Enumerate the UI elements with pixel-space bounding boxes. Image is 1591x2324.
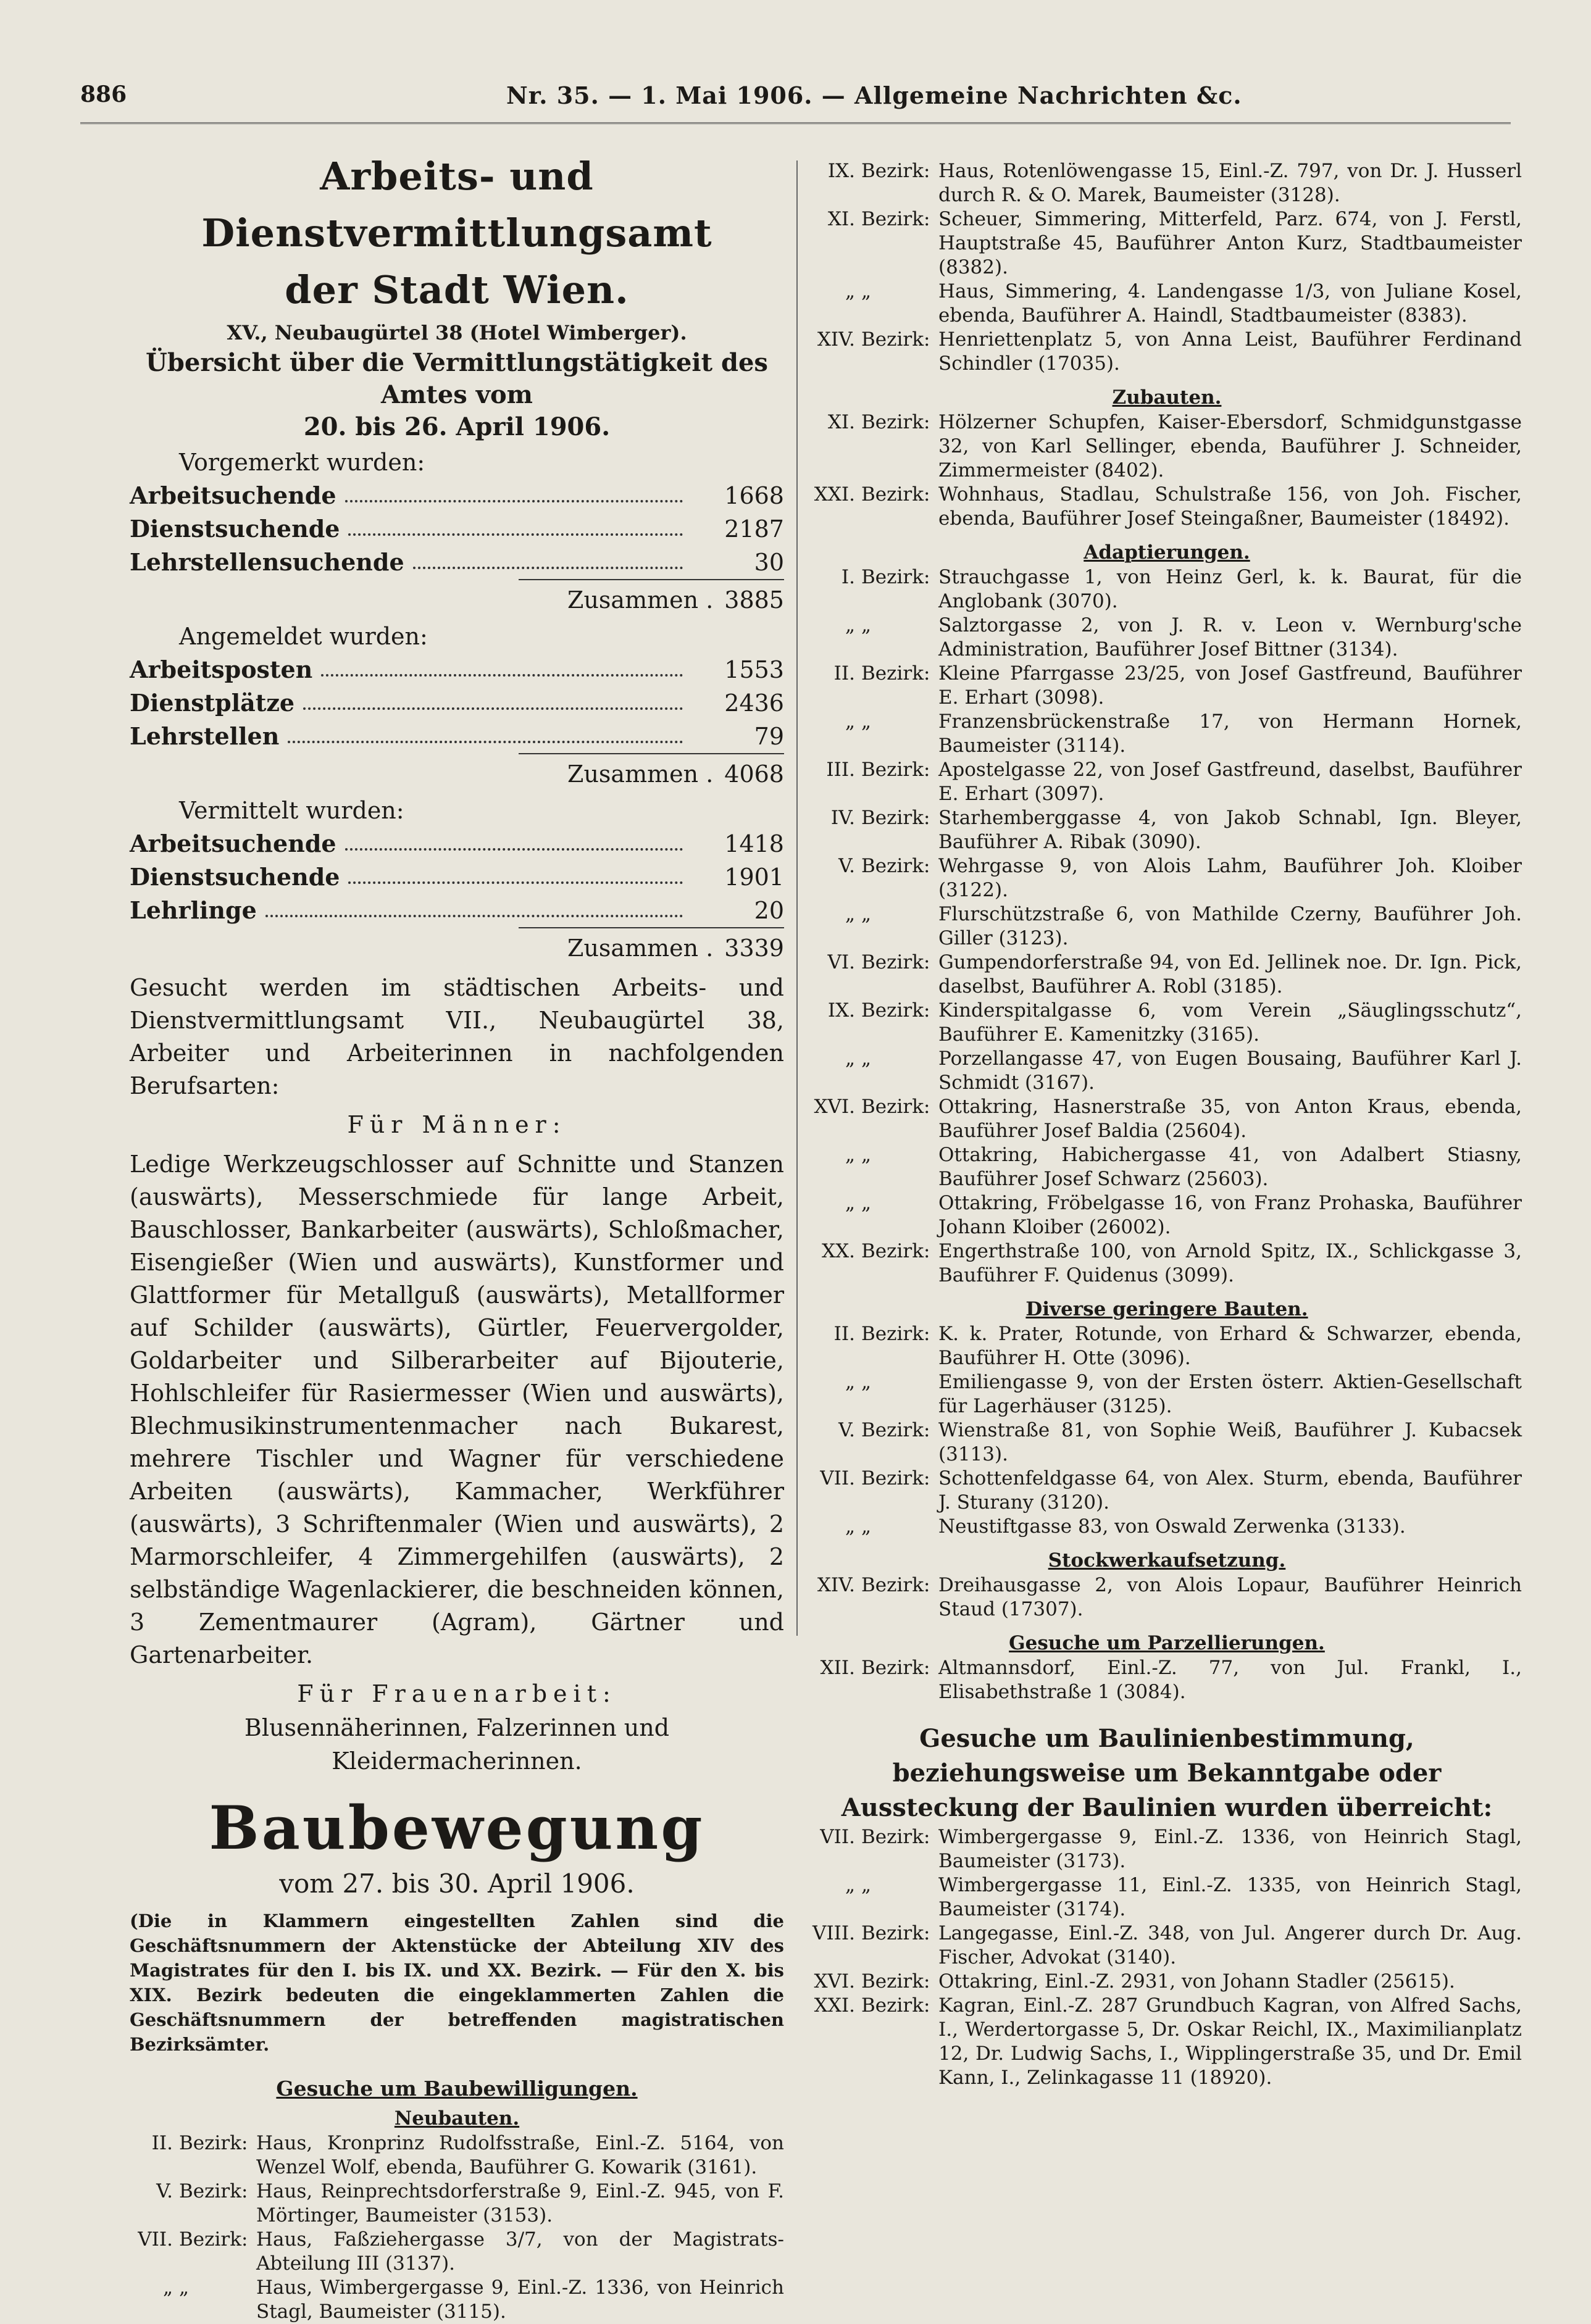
entry-bezirk: Bezirk:	[861, 1323, 930, 1345]
entry-label	[812, 1573, 938, 1622]
entry-label	[812, 410, 938, 483]
list-item	[812, 565, 1522, 614]
list-item	[130, 2180, 784, 2228]
entry-district: III.	[826, 759, 855, 781]
entry-bezirk: „	[861, 903, 872, 925]
entry-bezirk: Bezirk:	[861, 483, 930, 506]
entry-bezirk: Bezirk:	[861, 1922, 930, 1944]
entry-list	[812, 1656, 1522, 1704]
stat-total-row	[519, 579, 784, 617]
list-item	[812, 902, 1522, 951]
entry-text: Flurschützstraße 6, von Mathilde Czerny, Bauführer Joh. Giller (3123).	[938, 903, 1522, 949]
entry-text: Schottenfeldgasse 64, von Alex. Sturm, ebenda, Bauführer J. Sturany (3120).	[938, 1467, 1522, 1514]
entry-district: XIV.	[817, 1574, 855, 1596]
stat-row	[130, 894, 784, 927]
entry-bezirk: „	[861, 1515, 872, 1538]
stat-group-heading: Vorgemerkt wurden:	[179, 449, 425, 476]
entry-district: VIII.	[812, 1922, 855, 1944]
entry-label	[812, 951, 938, 999]
list-item	[812, 710, 1522, 758]
stat-total-row	[519, 753, 784, 791]
entry-bezirk: Bezirk:	[861, 1240, 930, 1262]
entry-district: XI.	[827, 411, 855, 433]
list-item	[812, 1994, 1522, 2090]
entry-text: K. k. Prater, Rotunde, von Erhard & Schwarzer, ebenda, Bauführer H. Otte (3096).	[938, 1323, 1522, 1369]
entry-label	[812, 710, 938, 758]
list-item	[812, 1191, 1522, 1239]
entry-district: „	[845, 1192, 855, 1214]
entry-district: „	[845, 280, 855, 302]
entry-label	[812, 1047, 938, 1095]
entry-label	[130, 2276, 256, 2324]
entry-bezirk: Bezirk:	[861, 411, 930, 433]
stat-label: Lehrstellensuchende	[130, 548, 404, 576]
baubewegung-title: Baubewegung	[209, 1793, 705, 1863]
stat-label: Lehrstellen	[130, 722, 280, 750]
entry-label	[812, 483, 938, 531]
entry-text: Altmannsdorf, Einl.-Z. 77, von Jul. Frankl, I., Elisabethstraße 1 (3084).	[938, 1657, 1522, 1703]
section-baulinien: Gesuche um Baulinienbestimmung, beziehungsweise um Bekanntgabe oder Aussteckung der Baulinien wurden überreicht:	[841, 1724, 1493, 1822]
entry-label	[812, 1515, 938, 1539]
entry-bezirk: „	[861, 1144, 872, 1166]
entry-district: „	[845, 710, 855, 733]
entry-bezirk: „	[861, 1874, 872, 1896]
entry-district: „	[845, 614, 855, 636]
page-number: 886	[80, 81, 127, 107]
stat-total-value: 3885	[724, 586, 784, 614]
subsection-neubauten: Neubauten.	[394, 2107, 520, 2130]
entry-district: XIV.	[817, 328, 855, 351]
entry-bezirk: Bezirk:	[179, 2228, 248, 2251]
entry-bezirk: Bezirk:	[861, 328, 930, 351]
frauen-heading: Für Frauenarbeit:	[297, 1680, 617, 1707]
entry-bezirk: Bezirk:	[861, 208, 930, 230]
leader-dots	[345, 479, 683, 502]
entry-label	[812, 999, 938, 1047]
entry-district: II.	[833, 662, 855, 685]
entry-text: Strauchgasse 1, von Heinz Gerl, k. k. Baurat, für die Anglobank (3070).	[938, 566, 1522, 612]
stat-row	[130, 686, 784, 720]
stat-label: Dienstsuchende	[130, 863, 340, 891]
entry-text: Starhemberggasse 4, von Jakob Schnabl, Ign. Bleyer, Bauführer A. Ribak (3090).	[938, 807, 1522, 853]
entry-label	[812, 1994, 938, 2090]
entry-list	[812, 159, 1522, 376]
entry-district: XX.	[822, 1240, 855, 1262]
entry-label	[812, 565, 938, 614]
entry-label	[812, 1970, 938, 1994]
entry-list	[812, 1573, 1522, 1622]
entry-bezirk: Bezirk:	[861, 999, 930, 1022]
entry-text: Ottakring, Fröbelgasse 16, von Franz Prohaska, Bauführer Johann Kloiber (26002).	[938, 1192, 1522, 1238]
list-item	[812, 483, 1522, 531]
list-item	[812, 854, 1522, 902]
stat-value: 2187	[724, 515, 784, 543]
entry-district: XXI.	[814, 483, 855, 506]
stat-value: 1901	[724, 864, 784, 891]
entry-text: Kagran, Einl.-Z. 287 Grundbuch Kagran, von Alfred Sachs, I., Werdertorgasse 5, Dr. Oskar Reichl, IX., Maximilianplatz 12, Dr. Ludwig Sachs, I., Wipplingerstraße 35, und Dr. Emil Kann, I., Zelinkagasse 11 (18920).	[938, 1994, 1522, 2089]
entry-bezirk: „	[179, 2276, 190, 2299]
page-header	[80, 81, 1511, 119]
list-item	[812, 328, 1522, 376]
entry-district: IV.	[830, 807, 855, 829]
entry-text: Neustiftgasse 83, von Oswald Zerwenka (3133).	[938, 1515, 1406, 1538]
entry-district: „	[845, 1371, 855, 1393]
leader-dots	[348, 860, 683, 884]
entry-text: Haus, Wimbergergasse 9, Einl.-Z. 1336, von Heinrich Stagl, Baumeister (3115).	[256, 2276, 784, 2323]
list-item	[812, 662, 1522, 710]
stat-row	[130, 653, 784, 686]
stat-label: Arbeitsuchende	[130, 830, 336, 857]
list-item	[812, 1418, 1522, 1467]
entry-text: Ottakring, Habichergasse 41, von Adalbert Stiasny, Bauführer Josef Schwarz (25603).	[938, 1144, 1522, 1190]
stat-total-value: 4068	[724, 760, 784, 788]
entry-list	[812, 1825, 1522, 2090]
entry-label	[130, 2180, 256, 2228]
entry-text: Langegasse, Einl.-Z. 348, von Jul. Angerer durch Dr. Aug. Fischer, Advokat (3140).	[938, 1922, 1522, 1968]
entry-label	[812, 1656, 938, 1704]
entry-text: Kleine Pfarrgasse 23/25, von Josef Gastfreund, Bauführer E. Erhart (3098).	[938, 662, 1522, 709]
entry-text: Kinderspitalgasse 6, vom Verein „Säuglingsschutz“, Bauführer E. Kamenitzky (3165).	[938, 999, 1522, 1046]
entry-text: Haus, Rotenlöwengasse 15, Einl.-Z. 797, von Dr. J. Husserl durch R. & O. Marek, Baumeister (3128).	[938, 160, 1522, 206]
stat-total-value: 3339	[724, 935, 784, 962]
maenner-heading: Für Männer:	[347, 1111, 567, 1138]
entry-label	[812, 758, 938, 806]
stat-group-heading: Angemeldet wurden:	[179, 623, 428, 650]
entry-text: Scheuer, Simmering, Mitterfeld, Parz. 674, von J. Ferstl, Hauptstraße 45, Bauführer Anton Kurz, Stadtbaumeister (8382).	[938, 208, 1522, 278]
entry-text: Wohnhaus, Stadlau, Schulstraße 156, von Joh. Fischer, ebenda, Bauführer Josef Steingaßner, Baumeister (18492).	[938, 483, 1522, 530]
stat-total-label: Zusammen .	[567, 586, 714, 614]
entry-label	[812, 1095, 938, 1143]
entry-label	[812, 902, 938, 951]
entry-label	[812, 1191, 938, 1239]
stat-row	[130, 827, 784, 860]
entry-label	[812, 1143, 938, 1191]
entry-text: Haus, Simmering, 4. Landengasse 1/3, von Juliane Kosel, ebenda, Bauführer A. Haindl, Stadtbaumeister (8383).	[938, 280, 1522, 327]
entry-text: Dreihausgasse 2, von Alois Lopaur, Bauführer Heinrich Staud (17307).	[938, 1574, 1522, 1620]
right-column	[812, 159, 1522, 2090]
entry-text: Wehrgasse 9, von Alois Lahm, Bauführer Joh. Kloiber (3122).	[938, 855, 1522, 901]
list-item	[812, 1370, 1522, 1418]
entry-bezirk: Bezirk:	[861, 1096, 930, 1118]
stat-total-label: Zusammen .	[567, 760, 714, 788]
entry-bezirk: Bezirk:	[861, 1994, 930, 2017]
entry-district: VII.	[820, 1467, 855, 1489]
overview-date: 20. bis 26. April 1906.	[303, 412, 611, 441]
list-item	[812, 1970, 1522, 1994]
entry-district: XVI.	[814, 1096, 855, 1118]
entry-text: Wimbergergasse 11, Einl.-Z. 1335, von Heinrich Stagl, Baumeister (3174).	[938, 1874, 1522, 1920]
stat-total-row	[519, 927, 784, 965]
list-item	[812, 1573, 1522, 1622]
entry-district: XII.	[820, 1657, 855, 1679]
entry-bezirk: „	[861, 1047, 872, 1070]
list-item	[130, 2228, 784, 2276]
stat-total-label: Zusammen .	[567, 935, 714, 962]
entry-bezirk: Bezirk:	[861, 1657, 930, 1679]
leader-dots	[303, 686, 683, 710]
entry-label	[812, 328, 938, 376]
entry-label	[812, 1467, 938, 1515]
section-stockwerk: Stockwerkaufsetzung.	[1048, 1549, 1286, 1572]
entry-text: Ottakring, Hasnerstraße 35, von Anton Kraus, ebenda, Bauführer Josef Baldia (25604).	[938, 1096, 1522, 1142]
section-diverse: Diverse geringere Bauten.	[1025, 1298, 1308, 1320]
leader-dots	[321, 653, 683, 677]
list-item	[812, 1515, 1522, 1539]
overview-title: Übersicht über die Vermittlungstätigkeit des Amtes vom	[146, 348, 768, 409]
list-item	[812, 806, 1522, 854]
entry-text: Porzellangasse 47, von Eugen Bousaing, Bauführer Karl J. Schmidt (3167).	[938, 1047, 1522, 1094]
entry-bezirk: Bezirk:	[861, 1467, 930, 1489]
entry-district: VII.	[138, 2228, 173, 2251]
list-item	[812, 1322, 1522, 1370]
entry-text: Haus, Reinprechtsdorferstraße 9, Einl.-Z. 945, von F. Mörtinger, Baumeister (3153).	[256, 2180, 784, 2226]
entry-text: Salztorgasse 2, von J. R. v. Leon v. Wernburg'sche Administration, Bauführer Josef Bittner (3134).	[938, 614, 1522, 660]
list-item	[812, 614, 1522, 662]
list-item	[812, 1143, 1522, 1191]
stat-value: 2436	[724, 689, 784, 717]
section-parzellierungen: Gesuche um Parzellierungen.	[1009, 1632, 1325, 1654]
entry-list	[130, 2131, 784, 2324]
office-address: XV., Neubaugürtel 38 (Hotel Wimberger).	[227, 321, 687, 344]
list-item	[812, 1239, 1522, 1288]
entry-bezirk: „	[861, 710, 872, 733]
entry-district: II.	[151, 2132, 173, 2154]
baubewegung-date: vom 27. bis 30. April 1906.	[279, 1868, 635, 1899]
stat-row	[130, 479, 784, 512]
entry-bezirk: „	[861, 1192, 872, 1214]
stat-value: 1418	[724, 830, 784, 857]
entry-bezirk: Bezirk:	[861, 1826, 930, 1848]
entry-label	[812, 662, 938, 710]
list-item	[812, 280, 1522, 328]
entry-text: Wienstraße 81, von Sophie Weiß, Bauführer J. Kubacsek (3113).	[938, 1419, 1522, 1465]
list-item	[130, 2131, 784, 2180]
list-item	[812, 159, 1522, 207]
entry-district: VI.	[827, 951, 855, 973]
entry-label	[812, 1239, 938, 1288]
list-item	[812, 1922, 1522, 1970]
list-item	[812, 1825, 1522, 1873]
entry-district: IX.	[827, 160, 855, 182]
entry-text: Ottakring, Einl.-Z. 2931, von Johann Stadler (25615).	[938, 1970, 1455, 1993]
stat-value: 20	[754, 897, 784, 924]
entry-text: Apostelgasse 22, von Josef Gastfreund, daselbst, Bauführer E. Erhart (3097).	[938, 759, 1522, 805]
entry-label	[812, 806, 938, 854]
stat-label: Arbeitsposten	[130, 656, 313, 683]
stat-label: Dienstplätze	[130, 689, 295, 717]
leader-dots	[345, 827, 683, 851]
stat-row	[130, 860, 784, 894]
entry-district: „	[845, 1047, 855, 1070]
entry-label	[812, 159, 938, 207]
entry-label	[812, 854, 938, 902]
list-item	[812, 1656, 1522, 1704]
entry-district: V.	[838, 855, 855, 877]
entry-label	[812, 280, 938, 328]
entry-district: V.	[838, 1419, 855, 1441]
list-item	[812, 758, 1522, 806]
entry-list	[812, 1322, 1522, 1539]
list-item	[130, 2276, 784, 2324]
entry-label	[812, 1922, 938, 1970]
entry-district: „	[845, 1515, 855, 1538]
list-item	[812, 1873, 1522, 1922]
entry-label	[812, 1418, 938, 1467]
frauen-paragraph: Blusennäherinnen, Falzerinnen und Kleidermacherinnen.	[244, 1714, 670, 1775]
entry-bezirk: Bezirk:	[861, 855, 930, 877]
entry-district: VII.	[820, 1826, 855, 1848]
entry-district: XVI.	[814, 1970, 855, 1993]
entry-list	[812, 410, 1522, 531]
section-adaptierungen: Adaptierungen.	[1084, 541, 1250, 564]
entry-bezirk: Bezirk:	[861, 566, 930, 588]
entry-district: I.	[841, 566, 855, 588]
entry-bezirk: Bezirk:	[179, 2132, 248, 2154]
entry-text: Emiliengasse 9, von der Ersten österr. Aktien-Gesellschaft für Lagerhäuser (3125).	[938, 1371, 1522, 1417]
list-item	[812, 1047, 1522, 1095]
entry-district: „	[845, 1144, 855, 1166]
office-title: Arbeits- und Dienstvermittlungsamt	[201, 154, 712, 256]
entry-bezirk: „	[861, 614, 872, 636]
entry-text: Franzensbrückenstraße 17, von Hermann Hornek, Baumeister (3114).	[938, 710, 1522, 757]
stat-label: Dienstsuchende	[130, 515, 340, 543]
stat-value: 79	[754, 723, 784, 750]
list-item	[812, 207, 1522, 280]
entry-label	[130, 2228, 256, 2276]
stat-row	[130, 546, 784, 579]
entry-district: XI.	[827, 208, 855, 230]
column-rule	[796, 160, 798, 1636]
entry-label	[812, 207, 938, 280]
entry-text: Engerthstraße 100, von Arnold Spitz, IX., Schlickgasse 3, Bauführer F. Quidenus (3099).	[938, 1240, 1522, 1286]
leader-dots	[413, 546, 683, 569]
entry-text: Henriettenplatz 5, von Anna Leist, Bauführer Ferdinand Schindler (17035).	[938, 328, 1522, 375]
baubewegung-note: (Die in Klammern eingestellten Zahlen sind die Geschäftsnummern der Aktenstücke der Abteilung XIV des Magistrates für den I. bis IX. und XX. Bezirk. — Für den X. bis XIX. Bezirk bedeuten die eingeklammerten Zahlen die Geschäftsnummern der betreffenden magistratischen Bezirksämter.	[130, 1910, 784, 2055]
entry-bezirk: Bezirk:	[861, 759, 930, 781]
gesucht-paragraph: Gesucht werden im städtischen Arbeits- und Dienstvermittlungsamt VII., Neubaugürtel 38, Arbeiter und Arbeiterinnen in nachfolgenden Berufsarten:	[130, 974, 784, 1099]
stat-value: 30	[754, 549, 784, 576]
list-item	[812, 410, 1522, 483]
leader-dots	[265, 894, 683, 917]
entry-district: II.	[833, 1323, 855, 1345]
entry-bezirk: „	[861, 280, 872, 302]
office-title-line2: der Stadt Wien.	[285, 267, 629, 312]
stat-label: Lehrlinge	[130, 896, 257, 924]
leader-dots	[288, 720, 683, 743]
entry-bezirk: Bezirk:	[861, 1574, 930, 1596]
entry-district: „	[845, 1874, 855, 1896]
entry-district: V.	[156, 2180, 173, 2202]
list-item	[812, 1095, 1522, 1143]
maenner-paragraph: Ledige Werkzeugschlosser auf Schnitte und Stanzen (auswärts), Messerschmiede für lange Arbeit, Bauschlosser, Bankarbeiter (auswärts), Schloßmacher, Eisengießer (Wien und auswärts), Kunstformer und Glattformer für Metallguß (auswärts), Metallformer auf Schilder (auswärts), Gürtler, Feuervergolder, Goldarbeiter und Silberarbeiter auf Bijouterie, Hohlschleifer für Rasiermesser (Wien und auswärts), Blechmusikinstrumentenmacher nach Bukarest, mehrere Tischler und Wagner für verschiedene Arbeiten (auswärts), Kammacher, Werkführer (auswärts), 3 Schriftenmaler (Wien und auswärts), 2 Marmorschleifer, 4 Zimmergehilfen (auswärts), 2 selbständige Wagenlackierer, die beschneiden können, 3 Zementmaurer (Agram), Gärtner und Gartenarbeiter.	[130, 1151, 784, 1668]
entry-district: IX.	[827, 999, 855, 1022]
entry-text: Wimbergergasse 9, Einl.-Z. 1336, von Heinrich Stagl, Baumeister (3173).	[938, 1826, 1522, 1872]
running-title: Nr. 35. — 1. Mai 1906. — Allgemeine Nachrichten &c.	[506, 81, 1242, 109]
entry-bezirk: Bezirk:	[861, 807, 930, 829]
entry-label	[812, 1825, 938, 1873]
statistics-table	[130, 446, 784, 965]
entry-bezirk: Bezirk:	[179, 2180, 248, 2202]
entry-bezirk: Bezirk:	[861, 1419, 930, 1441]
entry-district: „	[845, 903, 855, 925]
leader-dots	[348, 512, 683, 536]
entry-bezirk: Bezirk:	[861, 160, 930, 182]
stat-value: 1553	[724, 656, 784, 683]
entry-bezirk: Bezirk:	[861, 1970, 930, 1993]
section-baubewilligungen: Gesuche um Baubewilligungen.	[276, 2076, 638, 2101]
section-zubauten: Zubauten.	[1112, 386, 1222, 409]
list-item	[812, 951, 1522, 999]
header-rule	[80, 122, 1511, 124]
entry-label	[812, 614, 938, 662]
entry-text: Gumpendorferstraße 94, von Ed. Jellinek noe. Dr. Ign. Pick, daselbst, Bauführer A. Robl (3185).	[938, 951, 1522, 997]
entry-label	[812, 1322, 938, 1370]
stat-row	[130, 720, 784, 753]
stat-group-heading: Vermittelt wurden:	[179, 797, 404, 824]
entry-text: Hölzerner Schupfen, Kaiser-Ebersdorf, Schmidgunstgasse 32, von Karl Sellinger, ebenda, Bauführer J. Schneider, Zimmermeister (8402).	[938, 411, 1522, 481]
entry-bezirk: „	[861, 1371, 872, 1393]
entry-label	[812, 1370, 938, 1418]
entry-text: Haus, Kronprinz Rudolfsstraße, Einl.-Z. 5164, von Wenzel Wolf, ebenda, Bauführer G. Kowarik (3161).	[256, 2132, 784, 2178]
list-item	[812, 1467, 1522, 1515]
left-column	[130, 148, 784, 2324]
stat-label: Arbeitsuchende	[130, 481, 336, 509]
entry-bezirk: Bezirk:	[861, 951, 930, 973]
stat-row	[130, 512, 784, 546]
entry-label	[130, 2131, 256, 2180]
list-item	[812, 999, 1522, 1047]
entry-bezirk: Bezirk:	[861, 662, 930, 685]
entry-district: „	[162, 2276, 173, 2299]
entry-list	[812, 565, 1522, 1288]
entry-district: XXI.	[814, 1994, 855, 2017]
entry-label	[812, 1873, 938, 1922]
stat-value: 1668	[724, 482, 784, 509]
entry-text: Haus, Faßziehergasse 3/7, von der Magistrats-Abteilung III (3137).	[256, 2228, 784, 2275]
